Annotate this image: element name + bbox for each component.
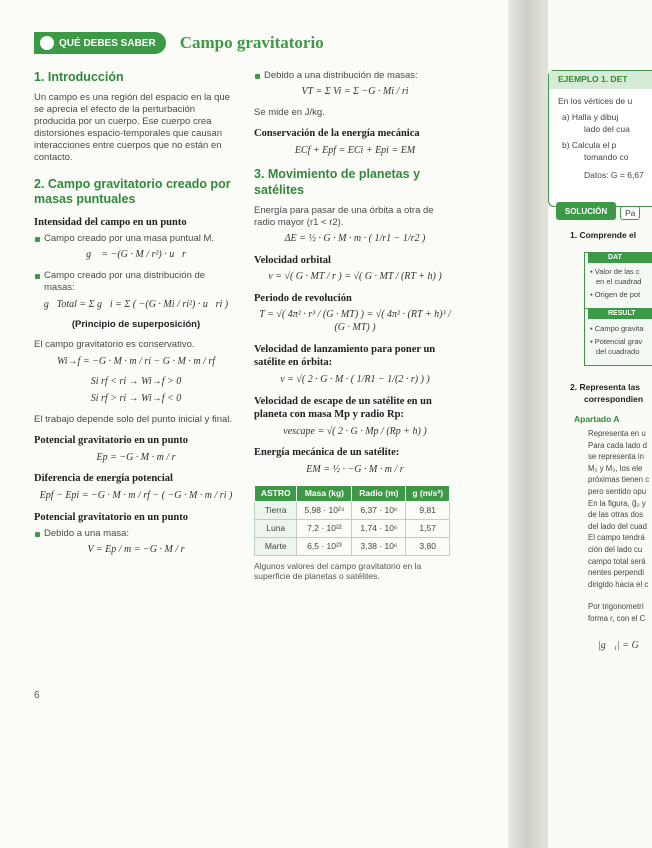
text-line: nentes perpendi [588, 568, 644, 578]
apartado-a-heading: Apartado A [574, 414, 620, 424]
text-line: El campo tendrá [588, 533, 645, 543]
table-cell: 9,81 [406, 501, 450, 519]
table-row [255, 537, 450, 555]
table-cell: 1,57 [406, 519, 450, 537]
equation-conservation: ECf + Epf = ECi + Epi = EM [294, 144, 416, 156]
right-page [548, 0, 652, 848]
equation-work-cond1: Si rf < ri → Wi→f > 0 [90, 376, 182, 388]
text-line: del lado del cuad [588, 521, 647, 531]
section-1-title: 1. Introducción [34, 70, 124, 84]
table-cell: Marte [255, 537, 297, 555]
section-tag-label: QUÉ DEBES SABER [59, 37, 156, 49]
data-bar: DAT [588, 252, 652, 263]
period-heading: Periodo de revolución [254, 292, 352, 304]
table-cell: 7,2 · 10²² [297, 519, 352, 537]
result-item: ▪ Potencial grav [590, 337, 643, 346]
text-line: campo total será [588, 556, 646, 566]
equation-energy-difference: Epf − Epi = −G · M · m / rf − ( −G · M · m / ri ) [39, 489, 233, 501]
escape-velocity-heading: Velocidad de escape de un satélite en un planeta con masa Mp y radio Rp: [254, 395, 432, 421]
table-caption: Algunos valores del campo gravitatorio en la superficie de planetas o satélites. [254, 560, 422, 582]
solution-badge: SOLUCIÓN [556, 202, 616, 220]
section-2-title: 2. Campo gravitatorio creado por masas puntuales [34, 176, 231, 207]
example-line: En los vértices de u [558, 96, 633, 106]
step-2-cont: correspondien [584, 394, 644, 404]
text-line: En la figura, g⃗₂ y [588, 498, 646, 508]
data-item: ▪ Origen de pot [590, 290, 641, 299]
section-3-title: 3. Movimiento de planetas y satélites [254, 167, 421, 197]
unit-text: Se mide en J/kg. [254, 106, 325, 118]
text-line: ción del lado cu [588, 544, 643, 554]
result-item: ▪ Campo gravita [590, 324, 644, 333]
result-bar: RESULT [588, 308, 652, 319]
page-title: Campo gravitatorio [179, 33, 324, 52]
equation-potential-energy: Ep = −G · M · m / r [96, 451, 176, 463]
section-1-text: Un campo es una región del espacio en la que se aprecia el efecto de la perturbación producida por un cuerpo. Ese cuerpo crea distorsiones espacio-temporales que causan interacciones entre cuerpos que no están en contacto. [34, 91, 230, 164]
example-item-a: a) Halla y dibuj [562, 112, 619, 122]
result-item-cont: del cuadrado [596, 347, 640, 356]
example-title: EJEMPLO 1. DET [558, 74, 628, 84]
equation-field-point: g⃗ = −(G · M / r²) · u⃗r [86, 249, 186, 261]
equation-total-potential: VT = Σ Vi = Σ −G · Mi / ri [301, 86, 409, 98]
data-item: ▪ Valor de las c [590, 267, 640, 276]
orbit-energy-text: Energía para pasar de una órbita a otra de radio mayor (r1 < r2). [254, 204, 434, 228]
page-number: 6 [34, 690, 40, 701]
table-cell: 6,37 · 10⁶ [352, 501, 406, 519]
table-cell: Tierra [255, 501, 297, 519]
equation-mechanical-energy: EM = ½ · −G · M · m / r [306, 463, 404, 475]
step-1: 1. Comprende el [570, 230, 637, 240]
example-data: Datos: G = 6,67 [584, 170, 644, 180]
potential-heading: Potencial gravitatorio en un punto [34, 511, 188, 523]
text-line: se representa in [588, 452, 644, 462]
bullet-single-mass: Debido a una masa: [34, 528, 238, 540]
text-line: pero sentido opu [588, 486, 647, 496]
table-cell: 6,5 · 10²³ [297, 537, 352, 555]
example-item-a-cont: lado del cua [584, 124, 630, 134]
column-right [254, 70, 456, 582]
apartado-a-text [588, 428, 649, 590]
table-header-row [255, 485, 450, 501]
bullet-mass-distribution: Campo creado por una distribución de masas: [34, 270, 238, 294]
launch-velocity-heading: Velocidad de lanzamiento para poner un satélite en órbita: [254, 343, 436, 369]
lightbulb-icon [40, 36, 54, 50]
mechanical-energy-heading: Energía mecánica de un satélite: [254, 447, 400, 459]
equation-orbit-energy: ΔE = ½ · G · M · m · ( 1/r1 − 1/r2 ) [284, 232, 426, 244]
geometry-text: Por trigonometrí [588, 602, 644, 611]
planet-table [254, 485, 450, 556]
geometry-text-cont: forma r, con el C [588, 614, 646, 623]
example-item-b-cont: tomando co [584, 152, 629, 162]
text-line: M₂ y M₃, los ele [588, 463, 643, 473]
text-line: Para cada lado d [588, 440, 647, 450]
equation-escape-velocity: vescape = √( 2 · G · Mp / (Rp + h) ) [283, 425, 427, 437]
table-cell: 5,98 · 10²⁴ [297, 501, 352, 519]
book-gutter [508, 0, 548, 848]
column-left [34, 70, 238, 565]
equation-field-total: g⃗Total = Σ g⃗i = Σ ( −(G · Mi / ri²) · u⃗ri ) [43, 298, 229, 310]
equation-work-cond2: Si rf > ri → Wi→f < 0 [90, 393, 182, 405]
equation-launch-velocity: v = √( 2 · G · M · ( 1/R1 − 1/(2 · r) ) ) [280, 373, 430, 385]
text-line: de las otras dos [588, 510, 644, 520]
table-header: Masa (kg) [297, 485, 352, 501]
conservation-heading: Conservación de la energía mecánica [254, 128, 420, 140]
table-row [255, 501, 450, 519]
page-header [34, 30, 324, 56]
solution-tab: Pa [620, 206, 640, 220]
equation-period: T = √( 4π² · r³ / (G · MT) ) = √( 4π² · (RT + h)³ / (G · MT) ) [259, 309, 451, 334]
table-header: ASTRO [255, 485, 297, 501]
example-item-b: b) Calcula el p [562, 140, 617, 150]
energy-difference-heading: Diferencia de energía potencial [34, 473, 173, 485]
bullet-point-mass: Campo creado por una masa puntual M. [34, 233, 238, 245]
table-header: Radio (m) [352, 485, 406, 501]
step-2: 2. Representa las [570, 382, 640, 392]
table-row [255, 519, 450, 537]
text-line: Representa en u [588, 429, 646, 438]
text-line: dirigido hacia el c [588, 579, 649, 589]
table-cell: 3,80 [406, 537, 450, 555]
text-line: próximas tienen c [588, 475, 650, 485]
orbital-velocity-heading: Velocidad orbital [254, 254, 331, 266]
example-box [548, 70, 652, 207]
table-cell: 3,38 · 10⁶ [352, 537, 406, 555]
table-cell: Luna [255, 519, 297, 537]
equation-work: Wi→f = −G · M · m / ri − G · M · m / rf [56, 355, 216, 367]
table-header: g (m/s²) [406, 485, 450, 501]
bullet-distribution-potential: Debido a una distribución de masas: [254, 70, 456, 82]
equation-potential: V = Ep / m = −G · M / r [87, 544, 185, 556]
conservative-text: El campo gravitatorio es conservativo. [34, 339, 195, 351]
intensity-heading: Intensidad del campo en un punto [34, 216, 187, 228]
equation-orbital-velocity: v = √( G · MT / r ) = √( G · MT / (RT + h) ) [268, 271, 442, 283]
potential-energy-heading: Potencial gravitatorio en un punto [34, 435, 188, 447]
data-item-cont: en el cuadrad [596, 277, 642, 286]
work-text: El trabajo depende solo del punto inicial y final. [34, 414, 233, 426]
table-cell: 1,74 · 10⁶ [352, 519, 406, 537]
section-tag [34, 32, 166, 54]
superposition-principle: (Principio de superposición) [71, 319, 201, 331]
right-equation: |g⃗₁| = G [598, 640, 639, 651]
